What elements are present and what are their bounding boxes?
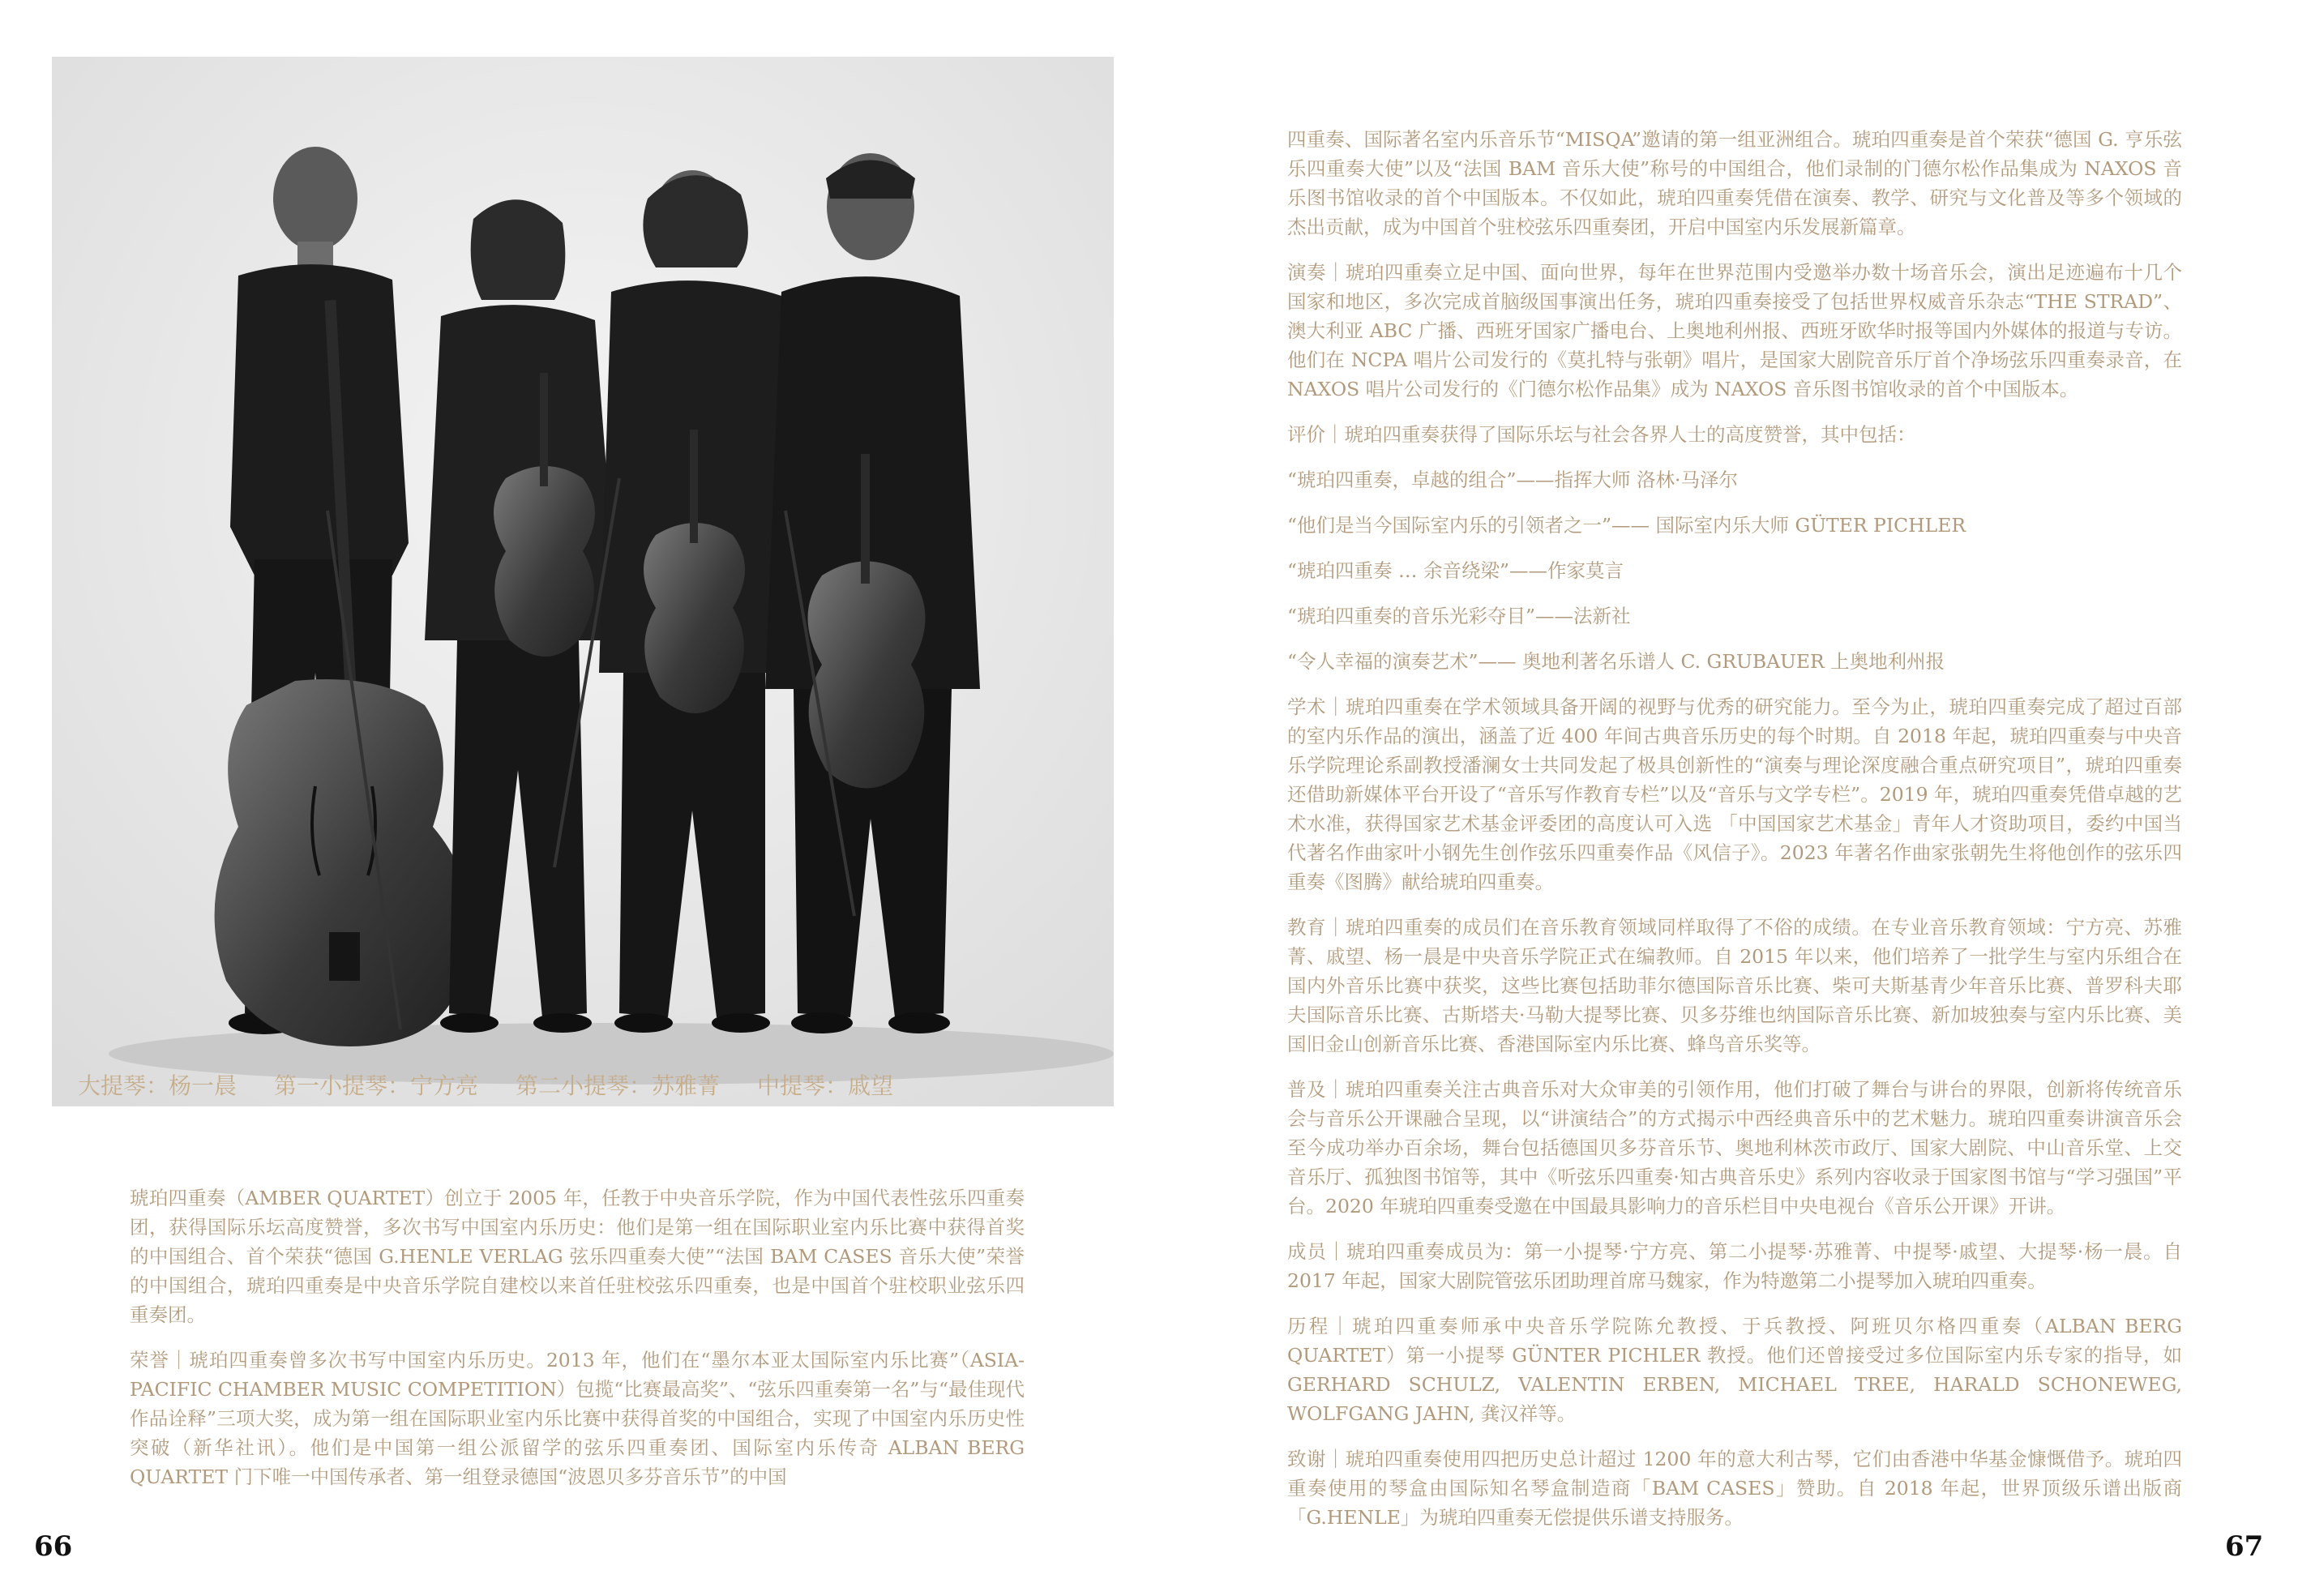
right-text-column [1287, 125, 2182, 1548]
caption-second-violin: 第二小提琴：苏雅菁 [516, 1072, 721, 1099]
review-quote: “他们是当今国际室内乐的引领者之一”—— 国际室内乐大师 GÜTER PICHLER [1287, 514, 1966, 537]
members-paragraph: 成员｜琥珀四重奏成员为：第一小提琴·宁方亮、第二小提琴·苏雅菁、中提琴·戚望、大提琴·杨一晨。自 2017 年起，国家大剧院管弦乐团助理首席马魏家，作为特邀第二小提琴加入琥珀四重奏。 [1287, 1240, 2182, 1292]
history-paragraph: 历程｜琥珀四重奏师承中央音乐学院陈允教授、于兵教授、阿班贝尔格四重奏（ALBAN BERG QUARTET）第一小提琴 GÜNTER PICHLER 教授。他们还曾接受过多位国际室内乐专家的指导，如 GERHARD SCHULZ, VALENTIN ERBEN, MICHAEL TREE, HARALD SCHONEWEG, WOLFGANG JAHN, 龚汉祥等。 [1287, 1315, 2182, 1425]
review-quote: “琥珀四重奏，卓越的组合”——指挥大师 洛林·马泽尔 [1287, 469, 1738, 491]
reviews-intro: 评价｜琥珀四重奏获得了国际乐坛与社会各界人士的高度赞誉，其中包括： [1287, 423, 1916, 446]
photo-caption [78, 1068, 1051, 1101]
intro-paragraph: 琥珀四重奏（AMBER QUARTET）创立于 2005 年，任教于中央音乐学院，作为中国代表性弦乐四重奏团，获得国际乐坛高度赞誉，多次书写中国室内乐历史：他们是第一组在国际职业室内乐比赛中获得首奖的中国组合、首个荣获“德国 G.HENLE VERLAG 弦乐四重奏大使”“法国 BAM CASES 音乐大使”荣誉的中国组合，琥珀四重奏是中央音乐学院自建校以来首任驻校弦乐四重奏，也是中国首个驻校职业弦乐四重奏团。 [130, 1187, 1025, 1326]
caption-cello: 大提琴：杨一晨 [78, 1072, 238, 1099]
acknowledgements-paragraph: 致谢｜琥珀四重奏使用四把历史总计超过 1200 年的意大利古琴，它们由香港中华基金慷慨借予。琥珀四重奏使用的琴盒由国际知名琴盒制造商「BAM CASES」赞助。自 2018 年起，世界顶级乐谱出版商「G.HENLE」为琥珀四重奏无偿提供乐谱支持服务。 [1287, 1448, 2182, 1529]
review-quote: “琥珀四重奏 … 余音绕梁”——作家莫言 [1287, 559, 1624, 582]
education-paragraph: 教育｜琥珀四重奏的成员们在音乐教育领域同样取得了不俗的成绩。在专业音乐教育领域：宁方亮、苏雅菁、戚望、杨一晨是中央音乐学院正式在编教师。自 2015 年以来，他们培养了一批学生与室内乐组合在国内外音乐比赛中获奖，这些比赛包括助菲尔德国际音乐比赛、柴可夫斯基青少年音乐比赛、普罗科夫耶夫国际音乐比赛、古斯塔夫·马勒大提琴比赛、贝多芬维也纳国际音乐比赛、新加坡独奏与室内乐比赛、美国旧金山创新音乐比赛、香港国际室内乐比赛、蜂鸟音乐奖等。 [1287, 916, 2182, 1055]
page-number-left: 66 [34, 1530, 73, 1563]
academic-paragraph: 学术｜琥珀四重奏在学术领域具备开阔的视野与优秀的研究能力。至今为止，琥珀四重奏完成了超过百部的室内乐作品的演出，涵盖了近 400 年间古典音乐历史的每个时期。自 2018 年起，琥珀四重奏与中央音乐学院理论系副教授潘澜女士共同发起了极具创新性的“演奏与理论深度融合重点研究项目”，琥珀四重奏还借助新媒体平台开设了“音乐写作教育专栏”以及“音乐与文学专栏”。2019 年，琥珀四重奏凭借卓越的艺术水准，获得国家艺术基金评委团的高度认可入选 「中国国家艺术基金」青年人才资助项目，委约中国当代著名作曲家叶小钢先生创作弦乐四重奏作品《风信子》。2023 年著名作曲家张朝先生将他创作的弦乐四重奏《图腾》献给琥珀四重奏。 [1287, 695, 2182, 893]
review-quote: “琥珀四重奏的音乐光彩夺目”——法新社 [1287, 605, 1631, 627]
continued-paragraph: 四重奏、国际著名室内乐音乐节“MISQA”邀请的第一组亚洲组合。琥珀四重奏是首个荣获“德国 G. 亨乐弦乐四重奏大使”以及“法国 BAM 音乐大使”称号的中国组合，他们录制的门德尔松作品集成为 NAXOS 音乐图书馆收录的首个中国版本。不仅如此，琥珀四重奏凭借在演奏、教学、研究与文化普及等多个领域的杰出贡献，成为中国首个驻校弦乐四重奏团，开启中国室内乐发展新篇章。 [1287, 128, 2182, 238]
quartet-photo-illustration [52, 57, 1114, 1106]
review-quote: “令人幸福的演奏艺术”—— 奥地利著名乐谱人 C. GRUBAUER 上奥地利州报 [1287, 650, 1945, 673]
left-text-column [130, 1183, 1025, 1508]
quartet-photo [52, 57, 1114, 1106]
caption-viola: 中提琴：戚望 [757, 1072, 894, 1099]
performance-paragraph: 演奏｜琥珀四重奏立足中国、面向世界，每年在世界范围内受邀举办数十场音乐会，演出足迹遍布十几个国家和地区，多次完成首脑级国事演出任务，琥珀四重奏接受了包括世界权威音乐杂志“THE STRAD”、澳大利亚 ABC 广播、西班牙国家广播电台、上奥地利州报、西班牙欧华时报等国内外媒体的报道与专访。他们在 NCPA 唱片公司发行的《莫扎特与张朝》唱片，是国家大剧院音乐厅首个净场弦乐四重奏录音，在 NAXOS 唱片公司发行的《门德尔松作品集》成为 NAXOS 音乐图书馆收录的首个中国版本。 [1287, 261, 2182, 400]
outreach-paragraph: 普及｜琥珀四重奏关注古典音乐对大众审美的引领作用，他们打破了舞台与讲台的界限，创新将传统音乐会与音乐公开课融合呈现，以“讲演结合”的方式揭示中西经典音乐中的艺术魅力。琥珀四重奏讲演音乐会至今成功举办百余场，舞台包括德国贝多芬音乐节、奥地利林茨市政厅、国家大剧院、中山音乐堂、上交音乐厅、孤独图书馆等，其中《听弦乐四重奏·知古典音乐史》系列内容收录于国家图书馆与“学习强国”平台。2020 年琥珀四重奏受邀在中国最具影响力的音乐栏目中央电视台《音乐公开课》开讲。 [1287, 1078, 2182, 1217]
page-number-right: 67 [2225, 1530, 2264, 1563]
caption-first-violin: 第一小提琴：宁方亮 [274, 1072, 479, 1099]
honors-paragraph: 荣誉｜琥珀四重奏曾多次书写中国室内乐历史。2013 年，他们在“墨尔本亚太国际室内乐比赛”（ASIA-PACIFIC CHAMBER MUSIC COMPETITION）包揽“比赛最高奖”、“弦乐四重奏第一名”与“最佳现代作品诠释”三项大奖，成为第一组在国际职业室内乐比赛中获得首奖的中国组合，实现了中国室内乐历史性突破（新华社讯）。他们是中国第一组公派留学的弦乐四重奏团、国际室内乐传奇 ALBAN BERG QUARTET 门下唯一中国传承者、第一组登录德国“波恩贝多芬音乐节”的中国 [130, 1349, 1025, 1488]
